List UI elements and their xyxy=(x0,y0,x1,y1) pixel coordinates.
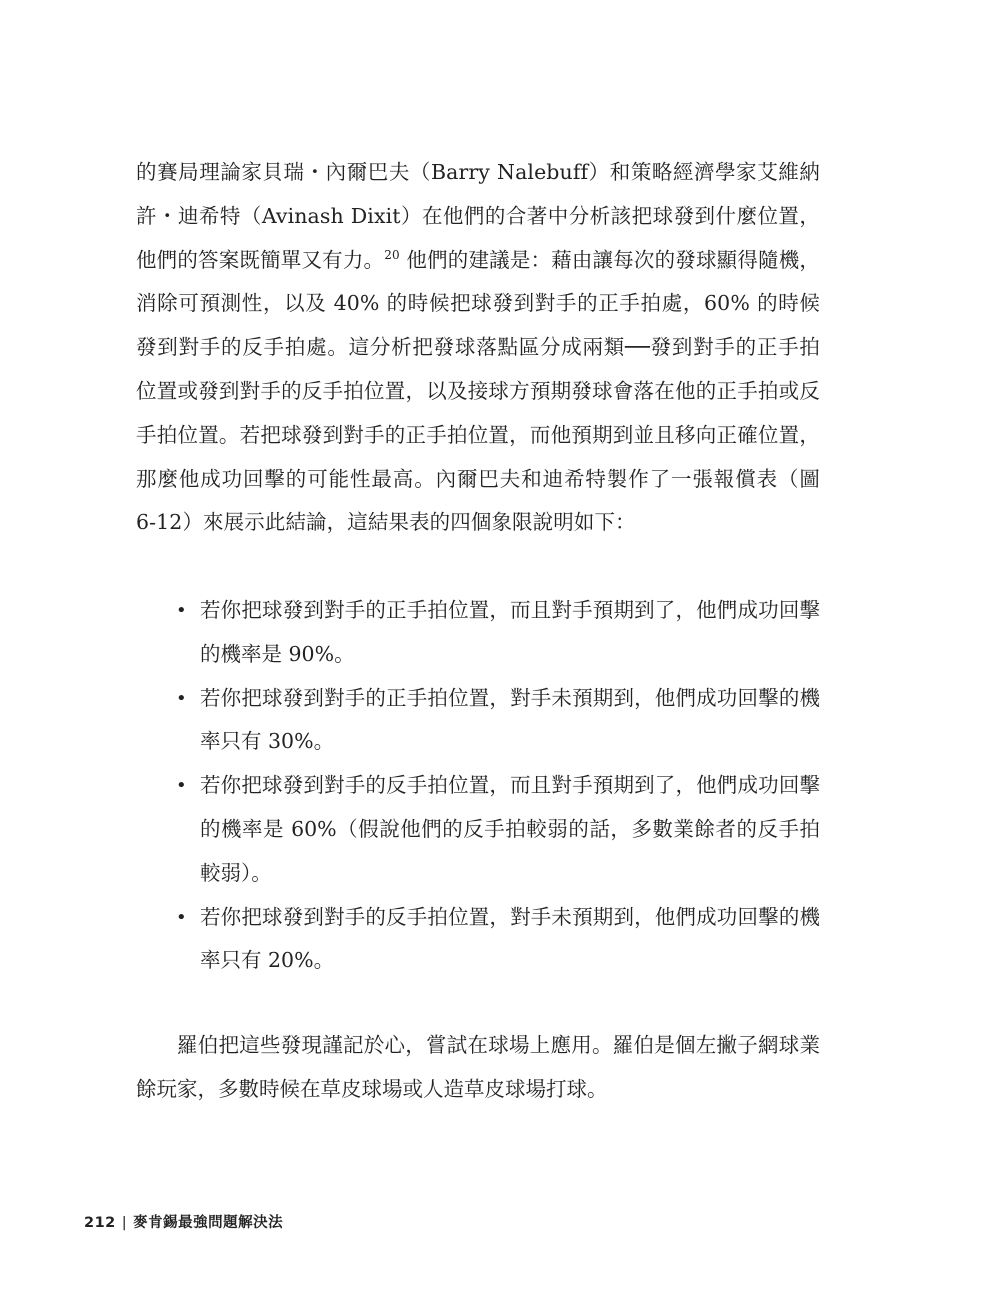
paragraph-text-part1: 的賽局理論家貝瑞・內爾巴夫（Barry Nalebuff）和策略經濟學家艾維納許・迪希特（Avinash Dixit）在他們的合著中分析該把球發到什麼位置，他們的答案既簡單又有力。 xyxy=(136,160,820,272)
body-paragraph xyxy=(136,151,820,545)
list-item-text: 若你把球發到對手的反手拍位置，對手未預期到，他們成功回擊的機率只有 20%。 xyxy=(200,904,820,973)
paragraph-text-part2: 他們的建議是：藉由讓每次的發球顯得隨機，消除可預測性，以及 40% 的時候把球發到對手的正手拍處，60% 的時候發到對手的反手拍處。這分析把發球落點區分成兩類──發到對手的正手拍位置或發到對手的反手拍位置，以及接球方預期發球會落在他的正手拍或反手拍位置。若把球發到對手的正手拍位置，而他預期到並且移向正確位置，那麼他成功回擊的可能性最高。內爾巴夫和迪希特製作了一張報償表（圖 6-12）來展示此結論，這結果表的四個象限說明如下： xyxy=(136,247,820,535)
page-number: 212 xyxy=(84,1215,116,1231)
bullet-icon: • xyxy=(176,600,187,621)
bullet-list xyxy=(136,589,820,983)
list-item-text: 若你把球發到對手的反手拍位置，而且對手預期到了，他們成功回擊的機率是 60%（假說他們的反手拍較弱的話，多數業餘者的反手拍較弱）。 xyxy=(200,773,820,885)
bullet-icon: • xyxy=(176,775,187,797)
list-item xyxy=(136,764,820,895)
list-item xyxy=(136,677,820,765)
closing-paragraph: 羅伯把這些發現謹記於心，嘗試在球場上應用。羅伯是個左撇子網球業餘玩家，多數時候在草皮球場或人造草皮球場打球。 xyxy=(136,1033,820,1101)
list-item-text: 若你把球發到對手的正手拍位置，而且對手預期到了，他們成功回擊的機率是 90%。 xyxy=(200,598,820,666)
footer-separator: | xyxy=(121,1215,128,1231)
list-item xyxy=(136,589,820,677)
book-title: 麥肯錫最強問題解決法 xyxy=(133,1215,284,1231)
bullet-icon: • xyxy=(176,906,187,928)
bullet-icon: • xyxy=(176,687,187,709)
list-item xyxy=(136,896,820,984)
footnote-marker[interactable]: 20 xyxy=(384,247,400,262)
list-item-text: 若你把球發到對手的正手拍位置，對手未預期到，他們成功回擊的機率只有 30%。 xyxy=(200,685,820,754)
page-footer xyxy=(84,1211,283,1232)
